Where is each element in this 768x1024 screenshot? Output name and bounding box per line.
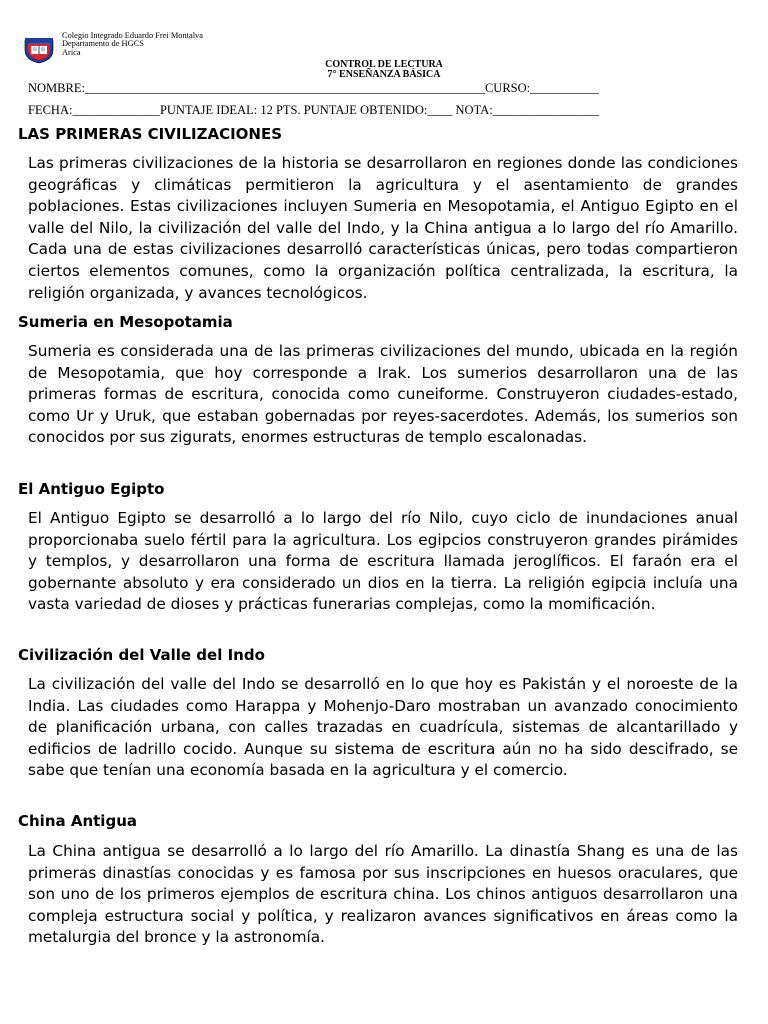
department-name: Departamento de HGCS	[62, 39, 144, 49]
section-text-egipto: El Antiguo Egipto se desarrolló a lo largo del río Nilo, cuyo ciclo de inundaciones anual proporcionaba suelo fértil para la agricultura. Los egipcios construyeron grandes pirámides y templos, y desarrollaron una forma de escritura llamada jeroglíficos. El faraón era el gobernante absoluto y era considerado un dios en la tierra. La religión egipcia incluía una vasta variedad de dioses y prácticas funerarias complejas, como la momificación.	[28, 509, 738, 614]
control-title: CONTROL DE LECTURA	[325, 59, 443, 70]
school-name: Colegio Integrado Eduardo Frei Montalva	[62, 31, 203, 40]
intro-paragraph: Las primeras civilizaciones de la historia se desarrollaron en regiones donde las condiciones geográficas y climáticas permitieron la agricultura y el asentamiento de grandes poblaciones. Estas civilizaciones incluyen Sumeria en Mesopotamia, el Antiguo Egipto en el valle del Nilo, la civilización del valle del Indo, y la China antigua a lo largo del río Amarillo. Cada una de estas civilizaciones desarrolló características únicas, pero todas compartieron ciertos elementos comunes, como la organización política centralizada, la escritura, la religión organizada, y avances tecnológicos.	[28, 154, 738, 302]
section-text-indo: La civilización del valle del Indo se desarrolló en lo que hoy es Pakistán y el noroeste de la India. Las ciudades como Harappa y Mohenjo-Daro mostraban un avanzado conocimiento de planificación urbana, con calles trazadas en cuadrícula, sistemas de alcantarillado y edificios de ladrillo cocido. Aunque su sistema de escritura aún no ha sido descifrado, se sabe que tenían una economía basada en la agricultura y el comercio.	[28, 675, 738, 780]
section-text-sumeria: Sumeria es considerada una de las primeras civilizaciones del mundo, ubicada en la región de Mesopotamia, que hoy corresponde a Irak. Los sumerios desarrollaron una de las primeras formas de escritura, conocida como cuneiforme. Construyeron ciudades-estado, como Ur y Uruk, que estaban gobernadas por reyes-sacerdotes. Además, los sumerios son conocidos por sus zigurats, enormes estructuras de templo escalonadas.	[28, 342, 738, 447]
school-info	[62, 32, 203, 57]
date-score-line: FECHA:______________PUNTAJE IDEAL: 12 PTS. PUNTAJE OBTENIDO:____ NOTA:_________________	[28, 103, 599, 117]
section-title-china: China Antigua	[18, 812, 137, 830]
level-label: 7° ENSEÑANZA BÁSICA	[327, 69, 441, 80]
section-title-indo: Civilización del Valle del Indo	[18, 646, 265, 664]
section-title-egipto: El Antiguo Egipto	[18, 480, 165, 498]
city-name: Arica	[62, 47, 81, 57]
page-title: LAS PRIMERAS CIVILIZACIONES	[18, 125, 283, 143]
section-title-sumeria: Sumeria en Mesopotamia	[18, 313, 233, 331]
section-text-china: La China antigua se desarrolló a lo largo del río Amarillo. La dinastía Shang es una de las primeras dinastías conocidas y es famosa por sus inscripciones en huesos oraculares, que son uno de los primeros ejemplos de escritura china. Los chinos antiguos desarrollaron una compleja estructura social y política, y realizaron avances significativos en áreas como la metalurgia del bronce y la astronomía.	[28, 842, 738, 947]
control-heading	[0, 60, 768, 80]
document-header	[22, 30, 752, 60]
name-course-line: NOMBRE:________________________________________________________________CURSO:___________	[28, 81, 599, 95]
